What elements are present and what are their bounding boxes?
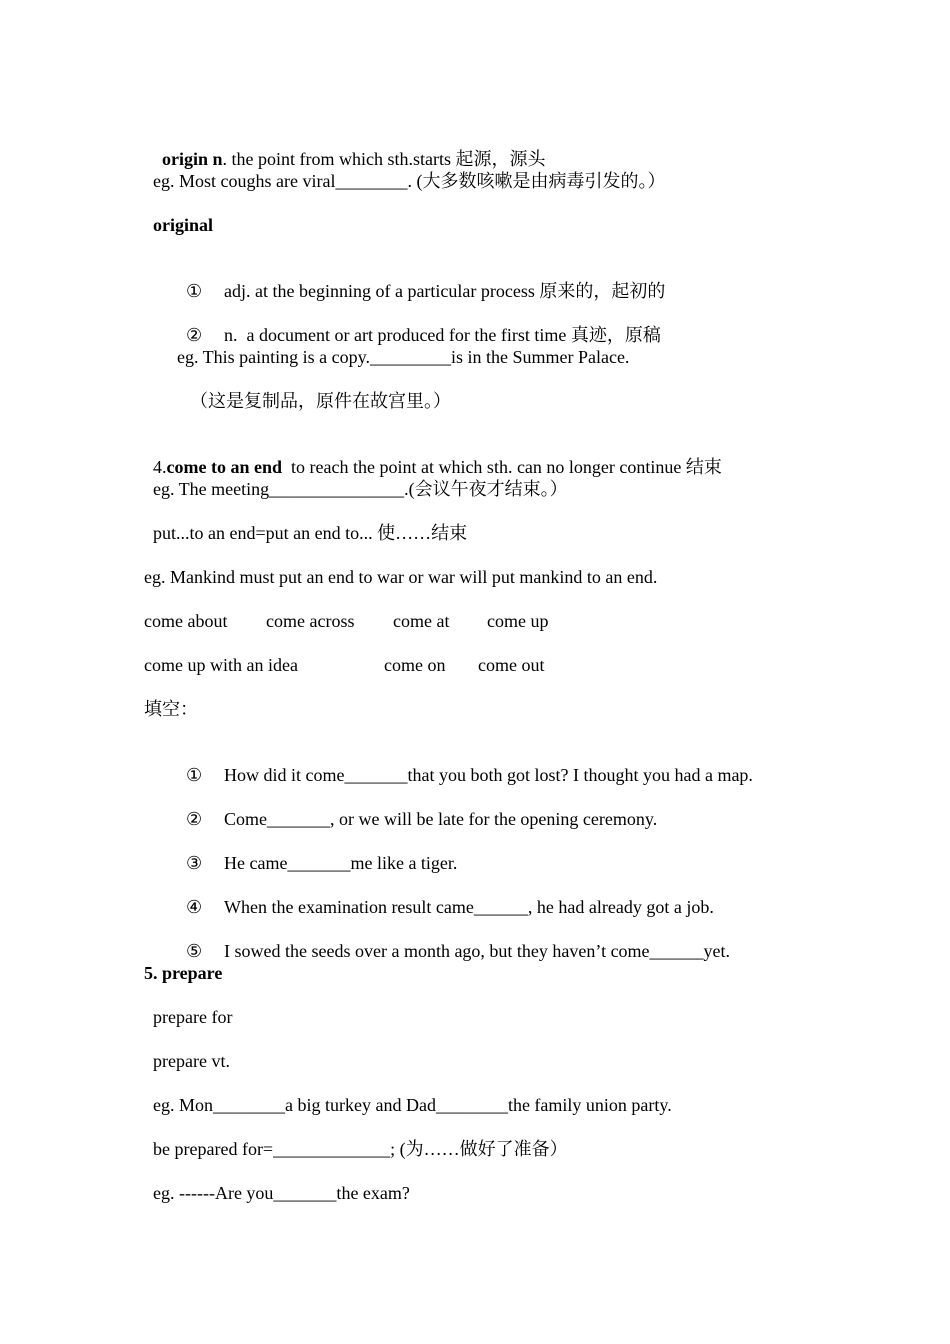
phrase-come-about: come about xyxy=(144,611,228,631)
origin-entry xyxy=(153,126,546,169)
original-item-1 xyxy=(177,258,666,301)
origin-example: eg. Most coughs are viral________. (大多数咳嗽是由病毒引发的。） xyxy=(153,171,666,191)
phrase-come-on: come on xyxy=(384,655,446,675)
origin-definition: . the point from which sth.starts 起源，源头 xyxy=(222,149,546,169)
original-item-2 xyxy=(177,302,661,345)
mankind-example: eg. Mankind must put an end to war or war will put mankind to an end. xyxy=(144,567,658,587)
phrase-come-at: come at xyxy=(393,611,450,631)
item-number: ⑤ xyxy=(186,941,203,961)
phrase-come-out: come out xyxy=(478,655,545,675)
item-text: adj. at the beginning of a particular process 原来的，起初的 xyxy=(224,281,666,301)
section-term: come to an end xyxy=(166,457,282,477)
item-text: When the examination result came______, he had already got a job. xyxy=(224,897,714,917)
item-number: ② xyxy=(186,325,203,345)
fill-item-4 xyxy=(177,874,714,917)
prepare-vt: prepare vt. xyxy=(153,1051,230,1071)
section-4-heading xyxy=(144,434,722,477)
phrase-come-up: come up xyxy=(487,611,549,631)
item-text: n. a document or art produced for the first time 真迹，原稿 xyxy=(224,325,661,345)
original-term: original xyxy=(153,215,214,235)
come-to-end-example: eg. The meeting_______________.(会议午夜才结束。） xyxy=(153,479,568,499)
prepare-example: eg. Mon________a big turkey and Dad________the family union party. xyxy=(153,1095,672,1115)
phrase-come-up-with: come up with an idea xyxy=(144,655,298,675)
section-5-heading: 5. prepare xyxy=(144,963,223,983)
fill-item-2 xyxy=(177,786,658,829)
section-number: 4. xyxy=(153,457,167,477)
fill-in-label: 填空： xyxy=(144,699,198,719)
origin-term: origin n xyxy=(162,149,223,169)
item-text: I sowed the seeds over a month ago, but they haven’t come______yet. xyxy=(224,941,731,961)
section-definition: to reach the point at which sth. can no longer continue 结束 xyxy=(282,457,722,477)
item-text: He came_______me like a tiger. xyxy=(224,853,458,873)
exam-example: eg. ------Are you_______the exam? xyxy=(153,1183,410,1203)
original-translation: （这是复制品，原件在故宫里。） xyxy=(190,391,451,411)
put-an-end-phrase: put...to an end=put an end to... 使……结束 xyxy=(153,523,468,543)
item-number: ① xyxy=(186,765,203,785)
item-text: How did it come_______that you both got lost? I thought you had a map. xyxy=(224,765,753,785)
fill-item-5 xyxy=(177,918,731,961)
item-number: ① xyxy=(186,281,203,301)
be-prepared-for: be prepared for=_____________; (为……做好了准备） xyxy=(153,1139,568,1159)
item-number: ④ xyxy=(186,897,203,917)
original-example: eg. This painting is a copy._________is in the Summer Palace. xyxy=(177,347,630,367)
fill-item-3 xyxy=(177,830,458,873)
item-number: ② xyxy=(186,809,203,829)
phrase-come-across: come across xyxy=(266,611,355,631)
item-number: ③ xyxy=(186,853,203,873)
item-text: Come_______, or we will be late for the opening ceremony. xyxy=(224,809,658,829)
fill-item-1 xyxy=(177,742,753,785)
prepare-for: prepare for xyxy=(153,1007,233,1027)
